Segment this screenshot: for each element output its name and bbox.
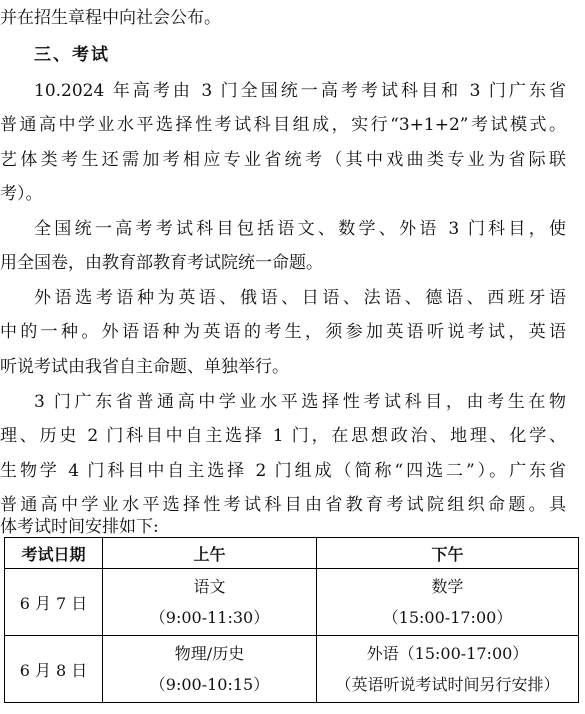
paragraph-line: 理、历史 2 门科目中自主选择 1 门，在思想政治、地理、化学、 xyxy=(0,426,566,446)
morning-cell xyxy=(103,636,317,703)
time-text: （英语听说考试时间另行安排） xyxy=(335,675,560,694)
subject-text: 外语（15:00-17:00） xyxy=(366,644,529,663)
paragraph-line: 听说考试由我省自主命题、单独举行。 xyxy=(0,357,289,377)
table-row xyxy=(5,636,579,703)
paragraph-line: 并在招生章程中向社会公布。 xyxy=(0,8,221,28)
column-header-date: 考试日期 xyxy=(5,538,103,569)
paragraph-line: 全国统一高考考试科目包括语文、数学、外语 3 门科目，使 xyxy=(34,219,566,239)
date-cell: 6 月 7 日 xyxy=(5,569,103,636)
table-header-row xyxy=(5,538,579,569)
afternoon-cell xyxy=(317,636,579,703)
table-row xyxy=(5,569,579,636)
paragraph-line: 体考试时间安排如下: xyxy=(0,517,159,537)
paragraph-line: 普通高中学业水平选择性考试科目由省教育考试院组织命题。具 xyxy=(0,495,566,515)
time-text: （15:00-17:00） xyxy=(382,608,513,627)
exam-schedule-table xyxy=(4,537,579,703)
date-cell: 6 月 8 日 xyxy=(5,636,103,703)
subject-text: 物理/历史 xyxy=(174,644,245,663)
paragraph-line: 用全国卷，由教育部教育考试院统一命题。 xyxy=(0,253,323,273)
paragraph-line: 艺体类考生还需加考相应专业省统考（其中戏曲类专业为省际联 xyxy=(0,150,566,170)
subject-text: 语文 xyxy=(193,577,226,596)
paragraph-line: 10.2024 年高考由 3 门全国统一高考考试科目和 3 门广东省 xyxy=(34,81,566,101)
time-text: （9:00-11:30） xyxy=(149,608,270,627)
paragraph-line: 生物学 4 门科目中自主选择 2 门组成（简称“四选二”）。广东省 xyxy=(0,461,566,481)
afternoon-cell xyxy=(317,569,579,636)
column-header-morning: 上午 xyxy=(103,538,317,569)
paragraph-line: 外语选考语种为英语、俄语、日语、法语、德语、西班牙语 xyxy=(34,288,566,308)
paragraph-line: 中的一种。外语语种为英语的考生，须参加英语听说考试，英语 xyxy=(0,322,566,342)
paragraph-line: 普通高中学业水平选择性考试科目组成，实行“3+1+2”考试模式。 xyxy=(0,115,566,135)
paragraph-line: 考）。 xyxy=(0,184,43,204)
morning-cell xyxy=(103,569,317,636)
section-heading: 三、考试 xyxy=(34,45,110,65)
subject-text: 数学 xyxy=(431,577,464,596)
column-header-afternoon: 下午 xyxy=(317,538,579,569)
time-text: （9:00-10:15） xyxy=(149,675,270,694)
paragraph-line: 3 门广东省普通高中学业水平选择性考试科目，由考生在物 xyxy=(34,392,566,412)
